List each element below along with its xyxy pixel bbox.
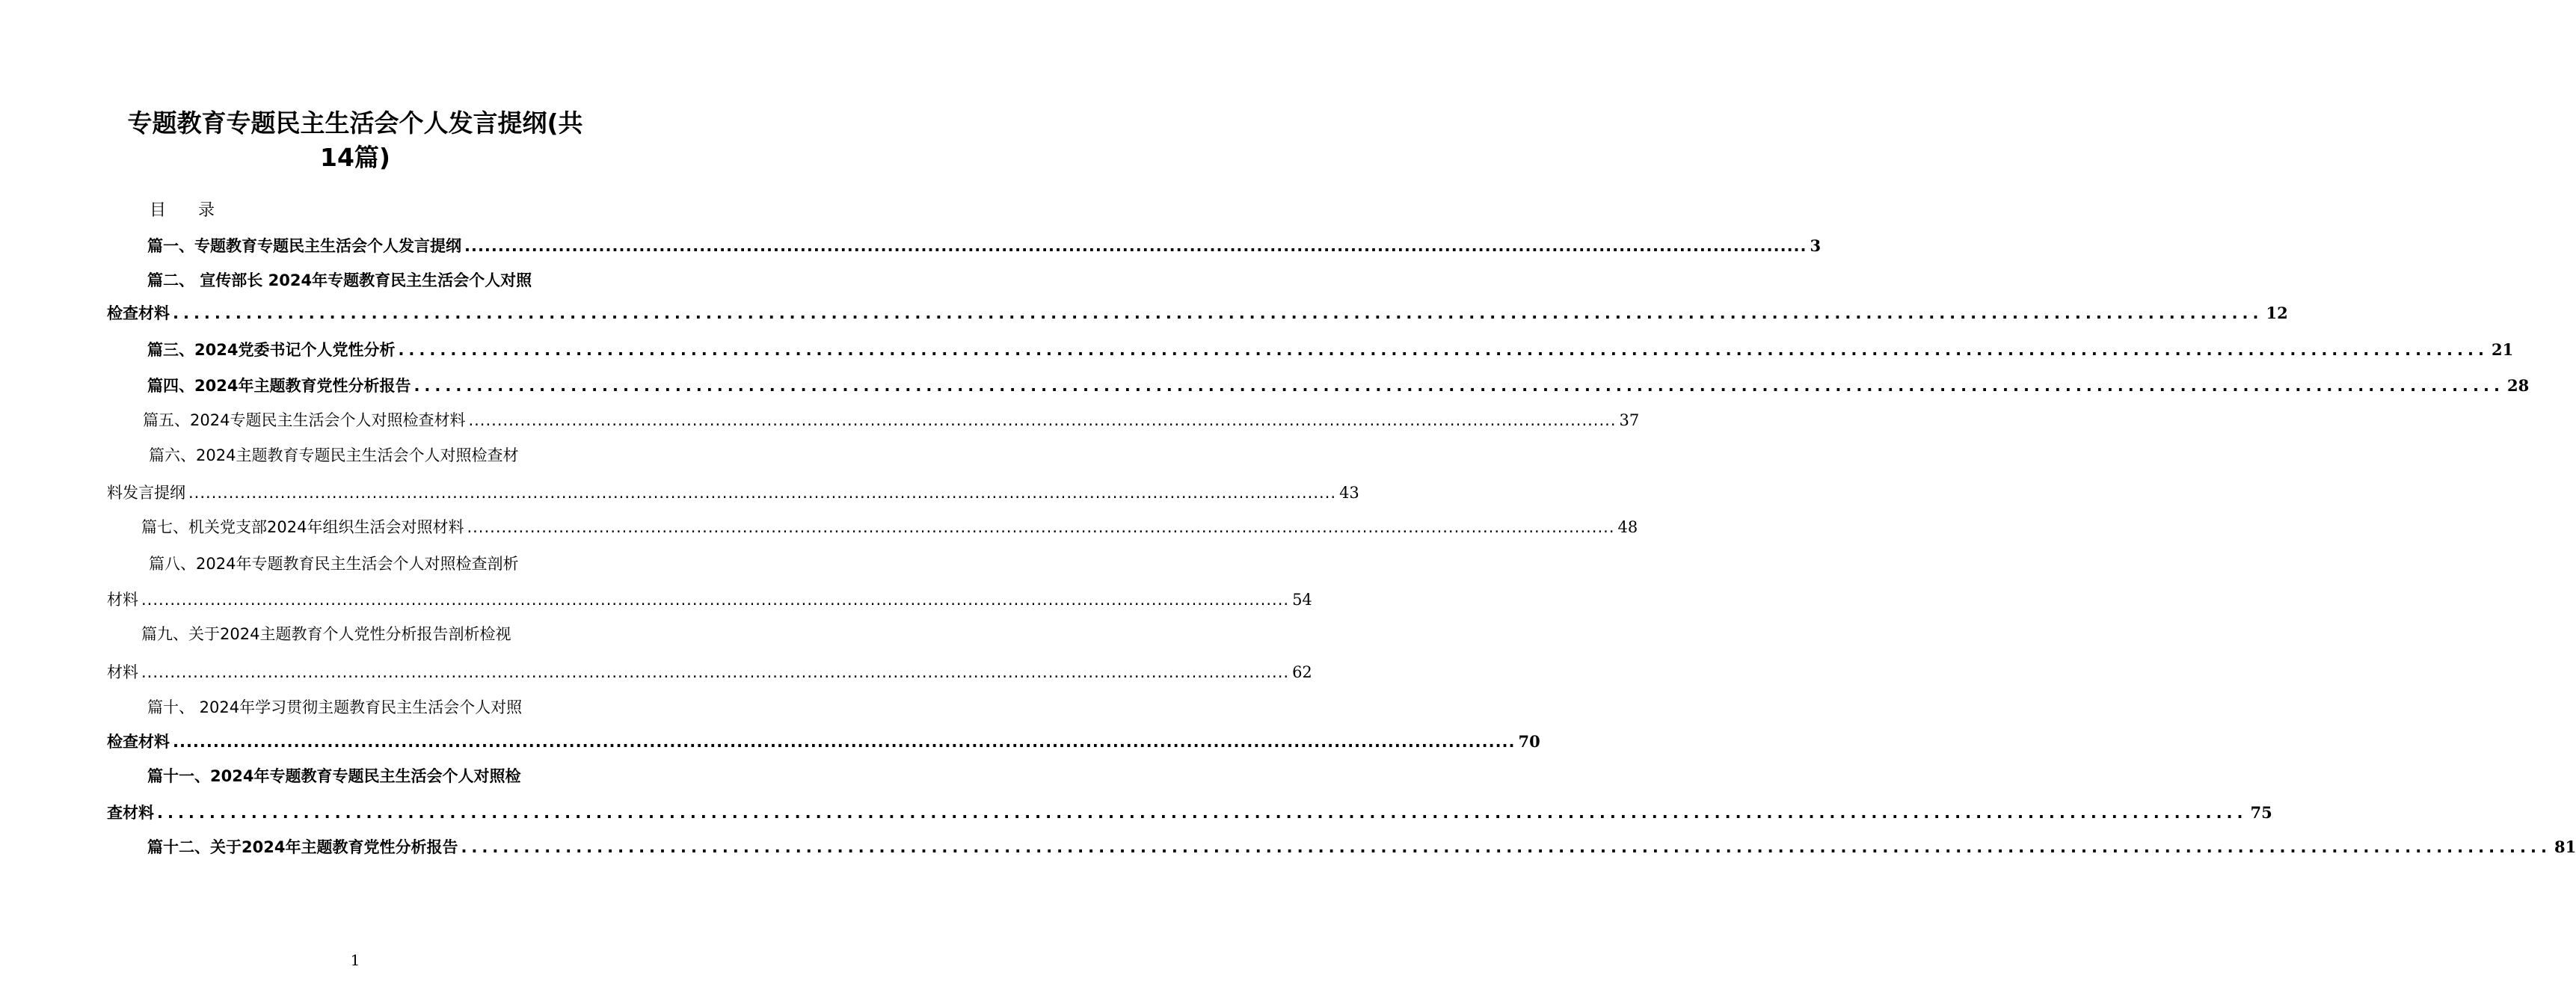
toc-leader-dots: ........................................................................................................................................................................................................	[398, 341, 2489, 359]
toc-entry-line	[107, 514, 1638, 540]
toc-entry-title: 篇二、 宣传部长 2024年专题教育民主生活会个人对照	[147, 271, 532, 289]
toc-entry-title: 篇九、关于2024主题教育个人党性分析报告剖析检视	[141, 625, 511, 643]
toc-entry-title: 材料	[107, 591, 138, 609]
toc-entry-line	[107, 660, 1312, 685]
toc-entry-title: 检查材料	[107, 304, 170, 322]
toc-entry-title: 篇一、专题教育专题民主生活会个人发言提纲	[147, 237, 461, 255]
toc-page-number: 37	[1619, 411, 1640, 429]
toc-entry-line	[107, 587, 1312, 612]
toc-entry-title: 篇四、2024年主题教育党性分析报告	[147, 377, 411, 395]
toc-page-number: 3	[1810, 236, 1822, 255]
toc-page-number: 28	[2506, 376, 2530, 395]
toc-entry-line	[107, 835, 2576, 860]
toc-leader-dots: ........................................................................................................................................................................................................	[461, 838, 2551, 856]
toc-entry-title: 篇六、2024主题教育专题民主生活会个人对照检查材	[149, 446, 519, 464]
page-number: 1	[350, 951, 360, 969]
toc-page-number: 43	[1339, 484, 1359, 502]
toc-entry-line	[107, 621, 602, 647]
toc-leader-dots: ........................................................................................................................................................................................................	[141, 663, 1290, 681]
toc-leader-dots: ........................................................................................................................................................................................................	[467, 518, 1615, 536]
toc-leader-dots: ........................................................................................................................................................................................................	[188, 484, 1337, 502]
title-line-2: 14篇)	[319, 143, 390, 172]
toc-page-number: 21	[2491, 340, 2514, 359]
toc-entry-line	[107, 800, 2272, 826]
toc-page-number: 81	[2554, 838, 2576, 856]
toc-entry-title: 检查材料	[107, 733, 170, 751]
toc-leader-dots: ........................................................................................................................................................................................................	[141, 591, 1290, 609]
toc-heading: 目 录	[150, 201, 228, 220]
title-line-1: 专题教育专题民主生活会个人发言提纲(共	[127, 108, 583, 138]
toc-entry-line	[107, 233, 1822, 259]
toc-entry-title: 篇五、2024专题民主生活会个人对照检查材料	[143, 411, 466, 429]
toc-page-number: 54	[1292, 591, 1312, 609]
toc-entry-title: 篇十二、关于2024年主题教育党性分析报告	[147, 838, 458, 856]
toc-leader-dots: ........................................................................................................................................................................................................	[468, 411, 1617, 429]
toc-leader-dots: ........................................................................................................................................................................................................	[173, 733, 1516, 751]
toc-entry-title: 篇十、 2024年学习贯彻主题教育民主生活会个人对照	[147, 698, 523, 716]
toc-entry-title: 篇七、机关党支部2024年组织生活会对照材料	[141, 518, 464, 536]
document-title	[105, 106, 606, 175]
toc-page-number: 62	[1292, 663, 1312, 681]
toc-entry-title: 材料	[107, 663, 138, 681]
toc-entry-line	[107, 337, 2514, 363]
toc-page-number: 12	[2266, 304, 2288, 322]
toc-entry-title: 篇八、2024年专题教育民主生活会个人对照检查剖析	[149, 555, 519, 573]
toc-entry-title: 料发言提纲	[107, 484, 185, 502]
toc-page-number: 48	[1617, 518, 1638, 536]
toc-leader-dots: ........................................................................................................................................................................................................	[464, 237, 1807, 255]
toc-entry-line	[107, 301, 2288, 326]
toc-leader-dots: ........................................................................................................................................................................................................	[414, 377, 2504, 395]
toc-entry-title: 篇十一、2024年专题教育专题民主生活会个人对照检	[147, 767, 521, 785]
toc-entry-title: 篇三、2024党委书记个人党性分析	[147, 341, 396, 359]
toc-entry-line	[107, 480, 1359, 505]
toc-page-number: 75	[2250, 803, 2272, 822]
toc-entry-line	[107, 268, 602, 293]
toc-entry-line	[107, 373, 2530, 399]
toc-entry-title: 查材料	[107, 804, 154, 822]
toc-entry-line	[107, 443, 602, 468]
toc-entry-line	[107, 551, 602, 577]
toc-entry-line	[107, 763, 602, 789]
toc-entry-line	[107, 695, 602, 720]
toc-leader-dots: ........................................................................................................................................................................................................	[157, 804, 2248, 822]
toc-page-number: 70	[1518, 732, 1540, 751]
toc-leader-dots: ........................................................................................................................................................................................................	[173, 304, 2263, 322]
toc-entry-line	[107, 408, 1640, 433]
toc-entry-line	[107, 729, 1540, 754]
